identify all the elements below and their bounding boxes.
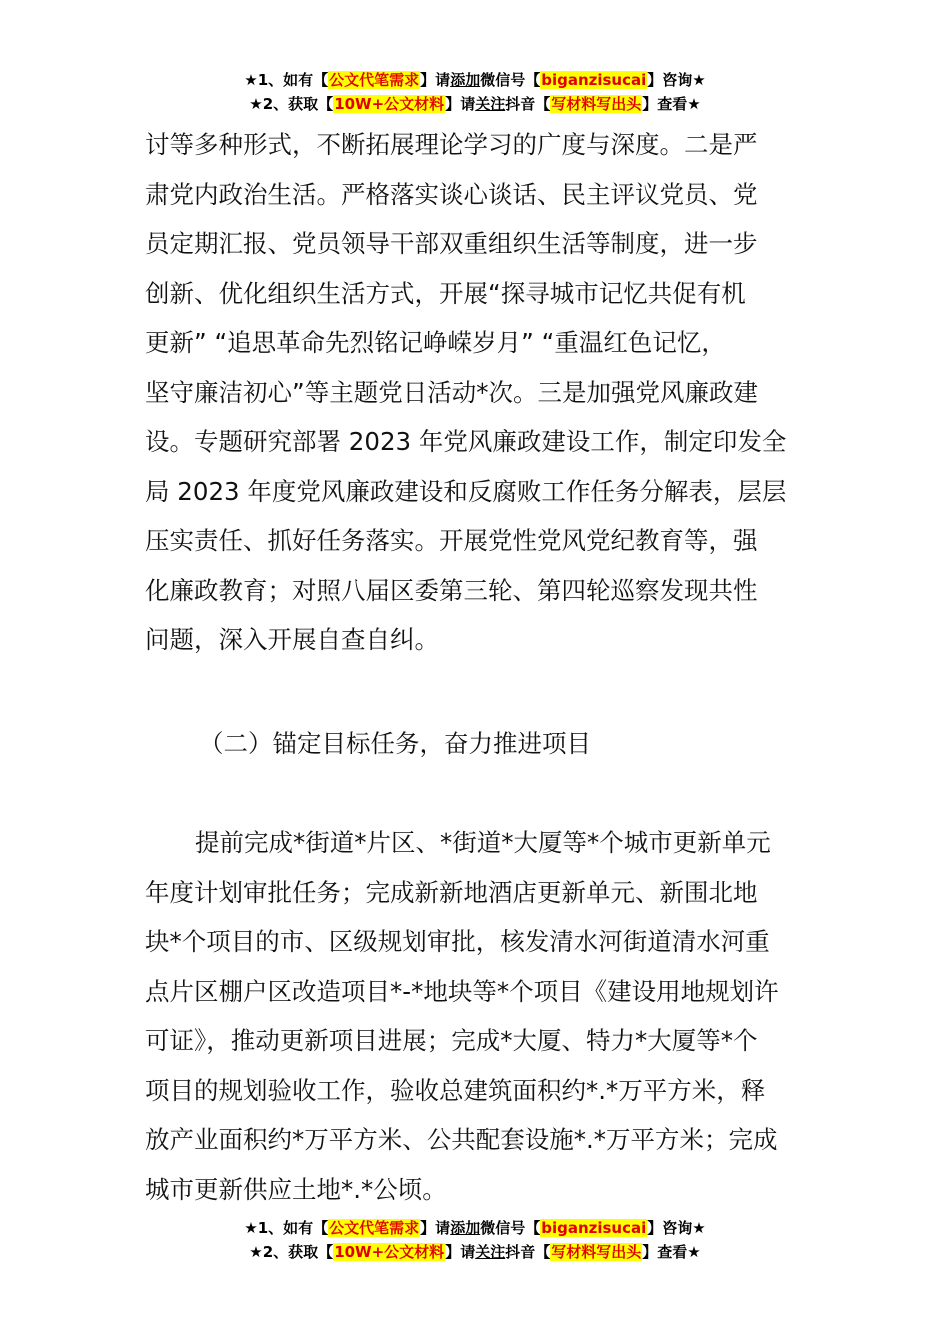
banner-text: 】请 bbox=[420, 1219, 451, 1237]
section-heading bbox=[145, 719, 811, 769]
text-line: 提前完成*街道*片区、*街道*大厦等*个城市更新单元 bbox=[195, 828, 771, 857]
banner-text: 】查看★ bbox=[642, 1243, 701, 1261]
text-line: 项目的规划验收工作，验收总建筑面积约*.*万平方米，释 bbox=[145, 1075, 766, 1105]
text-line: 设。专题研究部署 2023 年党风廉政建设工作，制定印发全 bbox=[145, 427, 787, 456]
banner-line-1 bbox=[0, 1216, 950, 1240]
banner-text: 抖音【 bbox=[505, 95, 551, 113]
banner-text: ★2、获取【 bbox=[249, 1243, 334, 1261]
text-line: 问题，深入开展自查自纠。 bbox=[145, 625, 439, 654]
banner-underlined: 添加 bbox=[450, 71, 481, 89]
highlight-wechat-id: biganzisucai bbox=[541, 71, 647, 89]
footer-banner bbox=[0, 1216, 950, 1264]
text-line: 放产业面积约*万平方米、公共配套设施*.*万平方米；完成 bbox=[145, 1125, 778, 1154]
banner-line-1 bbox=[0, 68, 950, 92]
banner-text: 】请 bbox=[445, 95, 476, 113]
heading-text: （二）锚定目标任务，奋力推进项目 bbox=[199, 729, 591, 758]
paragraph-projects bbox=[145, 818, 811, 1214]
header-banner bbox=[0, 68, 950, 116]
text-line: 年度计划审批任务；完成新新地酒店更新单元、新围北地 bbox=[145, 877, 758, 907]
text-line: 可证》，推动更新项目进展；完成*大厦、特力*大厦等*个 bbox=[145, 1026, 758, 1055]
banner-text: 】查看★ bbox=[642, 95, 701, 113]
highlight-service: 公文代笔需求 bbox=[329, 71, 420, 89]
banner-text: 抖音【 bbox=[505, 1243, 551, 1261]
highlight-wechat-id: biganzisucai bbox=[541, 1219, 647, 1237]
text-line: 压实责任、抓好任务落实。开展党性党风党纪教育等，强 bbox=[145, 526, 758, 555]
text-line: 块*个项目的市、区级规划审批，核发清水河街道清水河重 bbox=[145, 927, 770, 956]
banner-underlined: 关注 bbox=[475, 95, 506, 113]
banner-text: ★2、获取【 bbox=[249, 95, 334, 113]
text-line: 肃党内政治生活。严格落实谈心谈话、民主评议党员、党 bbox=[145, 179, 758, 209]
text-line: 坚守廉洁初心”等主题党日活动*次。三是加强党风廉政建 bbox=[145, 377, 758, 407]
highlight-service: 公文代笔需求 bbox=[329, 1219, 420, 1237]
banner-underlined: 关注 bbox=[475, 1243, 506, 1261]
highlight-douyin: 写材料写出头 bbox=[551, 1243, 642, 1261]
banner-text: 】请 bbox=[445, 1243, 476, 1261]
banner-text: 微信号【 bbox=[480, 1219, 541, 1237]
text-line: 城市更新供应土地*.*公顷。 bbox=[145, 1174, 447, 1204]
text-line: 点片区棚户区改造项目*-*地块等*个项目《建设用地规划许 bbox=[145, 976, 779, 1006]
banner-text: 】咨询★ bbox=[647, 1219, 706, 1237]
banner-line-2 bbox=[0, 92, 950, 116]
text-line: 局 2023 年度党风廉政建设和反腐败工作任务分解表，层层 bbox=[145, 476, 787, 506]
paragraph-party-building bbox=[145, 120, 811, 665]
text-line: 创新、优化组织生活方式，开展“探寻城市记忆共促有机 bbox=[145, 278, 746, 308]
text-line: 化廉政教育；对照八届区委第三轮、第四轮巡察发现共性 bbox=[145, 575, 758, 605]
banner-text: ★1、如有【 bbox=[244, 71, 329, 89]
banner-underlined: 添加 bbox=[450, 1219, 481, 1237]
banner-text: 】咨询★ bbox=[647, 71, 706, 89]
highlight-douyin: 写材料写出头 bbox=[551, 95, 642, 113]
banner-text: ★1、如有【 bbox=[244, 1219, 329, 1237]
text-line: 员定期汇报、党员领导干部双重组织生活等制度，进一步 bbox=[145, 229, 758, 258]
highlight-materials: 10W+公文材料 bbox=[334, 95, 445, 113]
banner-text: 微信号【 bbox=[480, 71, 541, 89]
text-line: 更新” “追思革命先烈铭记峥嵘岁月” “重温红色记忆， bbox=[145, 328, 726, 357]
banner-line-2 bbox=[0, 1240, 950, 1264]
highlight-materials: 10W+公文材料 bbox=[334, 1243, 445, 1261]
text-line: 讨等多种形式，不断拓展理论学习的广度与深度。二是严 bbox=[145, 130, 758, 159]
banner-text: 】请 bbox=[420, 71, 451, 89]
